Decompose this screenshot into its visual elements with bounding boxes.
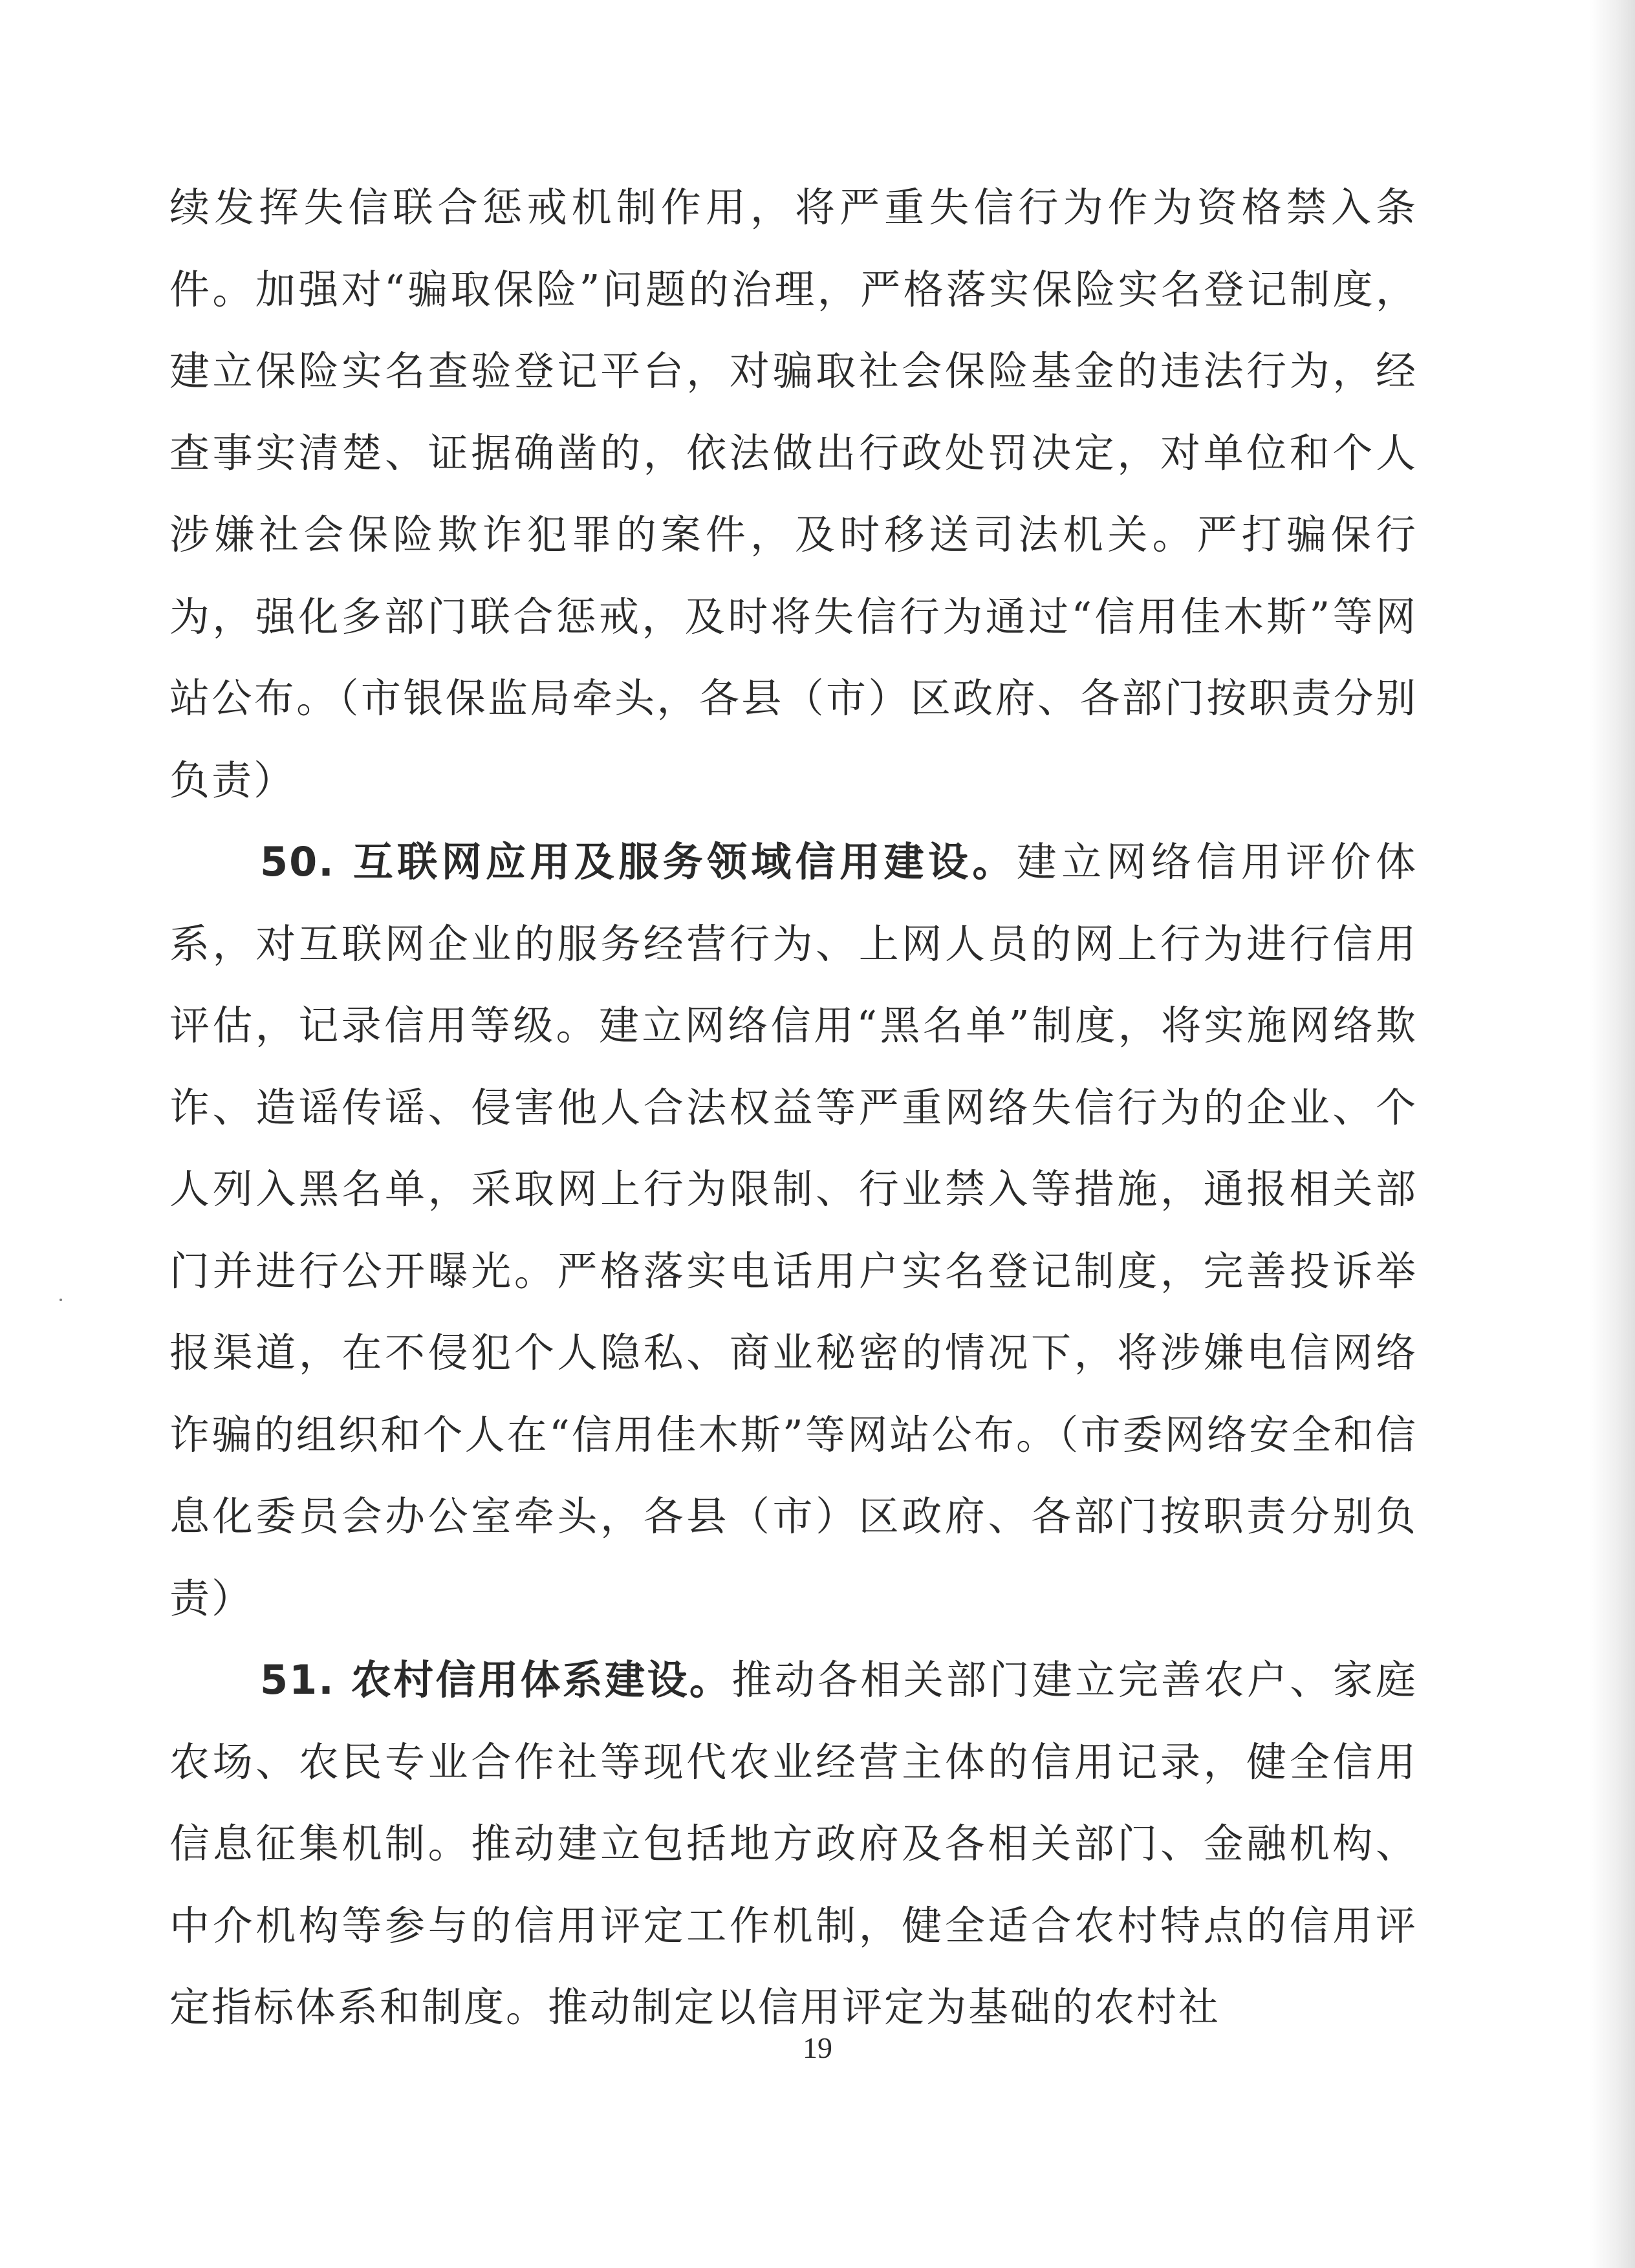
paragraph-continued: [169, 167, 1418, 821]
section-heading-51: 51. 农村信用体系建设。: [260, 1656, 732, 1703]
paragraph-51: [169, 1639, 1418, 2049]
paragraph-body: 建立网络信用评价体系，对互联网企业的服务经营行为、上网人员的网上行为进行信用评估，记录信用等级。建立网络信用“黑名单”制度，将实施网络欺诈、造谣传谣、侵害他人合法权益等严重网络失信行为的企业、个人列入黑名单，采取网上行为限制、行业禁入等措施，通报相关部门并进行公开曝光。严格落实电话用户实名登记制度，完善投诉举报渠道，在不侵犯个人隐私、商业秘密的情况下，将涉嫌电信网络诈骗的组织和个人在“信用佳木斯”等网站公布。（市委网络安全和信息化委员会办公室牵头，各县（市）区政府、各部门按职责分别负责）: [169, 838, 1418, 1622]
body-text: [169, 167, 1418, 2049]
page-number: 19: [803, 2031, 832, 2064]
scan-speck: [60, 1299, 62, 1301]
scan-edge-shadow: [1590, 0, 1635, 2268]
paragraph-body: 推动各相关部门建立完善农户、家庭农场、农民专业合作社等现代农业经营主体的信用记录，健全信用信息征集机制。推动建立包括地方政府及各相关部门、金融机构、中介机构等参与的信用评定工作机制，健全适合农村特点的信用评定指标体系和制度。推动制定以信用评定为基础的农村社: [169, 1656, 1418, 2031]
section-heading-50: 50. 互联网应用及服务领域信用建设。: [260, 838, 1017, 885]
paragraph-body: 续发挥失信联合惩戒机制作用，将严重失信行为作为资格禁入条件。加强对“骗取保险”问题的治理，严格落实保险实名登记制度，建立保险实名查验登记平台，对骗取社会保险基金的违法行为，经查事实清楚、证据确凿的，依法做出行政处罚决定，对单位和个人涉嫌社会保险欺诈犯罪的案件，及时移送司法机关。严打骗保行为，强化多部门联合惩戒，及时将失信行为通过“信用佳木斯”等网站公布。（市银保监局牵头，各县（市）区政府、各部门按职责分别负责）: [169, 184, 1418, 804]
paragraph-50: [169, 821, 1418, 1639]
